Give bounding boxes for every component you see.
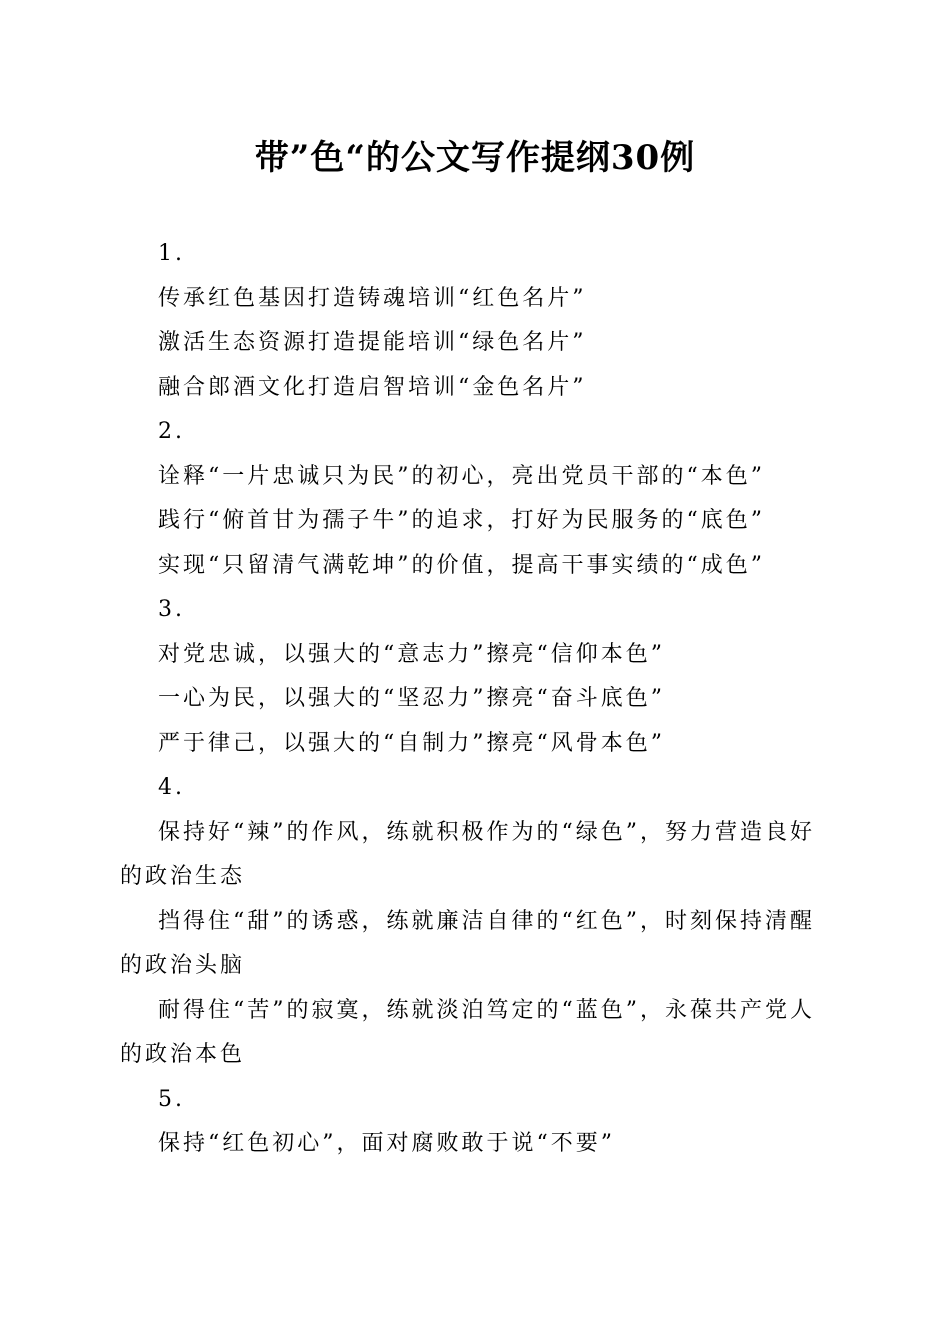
paragraph-15: 挡得住“甜”的诱惑，练就廉洁自律的“红色”，时刻保持清醒的政治头脑 <box>120 908 815 978</box>
paragraph-10: 对党忠诚，以强大的“意志力”擦亮“信仰本色” <box>158 641 665 667</box>
paragraph-3: 激活生态资源打造提能培训“绿色名片” <box>158 330 587 355</box>
paragraph-2: 传承红色基因打造铸魂培训“红色名片” <box>158 285 587 311</box>
paragraph-14: 保持好“辣”的作风，练就积极作为的“绿色”，努力营造良好的政治生态 <box>120 819 815 889</box>
paragraph-17: 5. <box>158 1086 185 1112</box>
paragraph-7: 践行“俯首甘为孺子牛”的追求，打好为民服务的“底色” <box>158 508 765 533</box>
paragraph-18: 保持“红色初心”，面对腐败敢于说“不要” <box>158 1131 615 1156</box>
paragraph-4: 融合郎酒文化打造启智培训“金色名片” <box>158 374 587 400</box>
paragraph-8: 实现“只留清气满乾坤”的价值，提高干事实绩的“成色” <box>158 552 765 578</box>
paragraph-6: 诠释“一片忠诚只为民”的初心，亮出党员干部的“本色” <box>158 463 765 489</box>
paragraph-1: 1. <box>158 241 185 266</box>
paragraph-5: 2. <box>158 419 185 444</box>
document-body <box>120 232 830 1167</box>
document-title: 带”色“的公文写作提纲30例 <box>254 138 696 178</box>
paragraph-12: 严于律己，以强大的“自制力”擦亮“风骨本色” <box>158 730 665 756</box>
paragraph-16: 耐得住“苦”的寂寞，练就淡泊笃定的“蓝色”，永葆共产党人的政治本色 <box>120 997 815 1067</box>
paragraph-13: 4. <box>158 775 185 800</box>
paragraph-9: 3. <box>158 597 185 622</box>
paragraph-11: 一心为民，以强大的“坚忍力”擦亮“奋斗底色” <box>158 686 665 711</box>
